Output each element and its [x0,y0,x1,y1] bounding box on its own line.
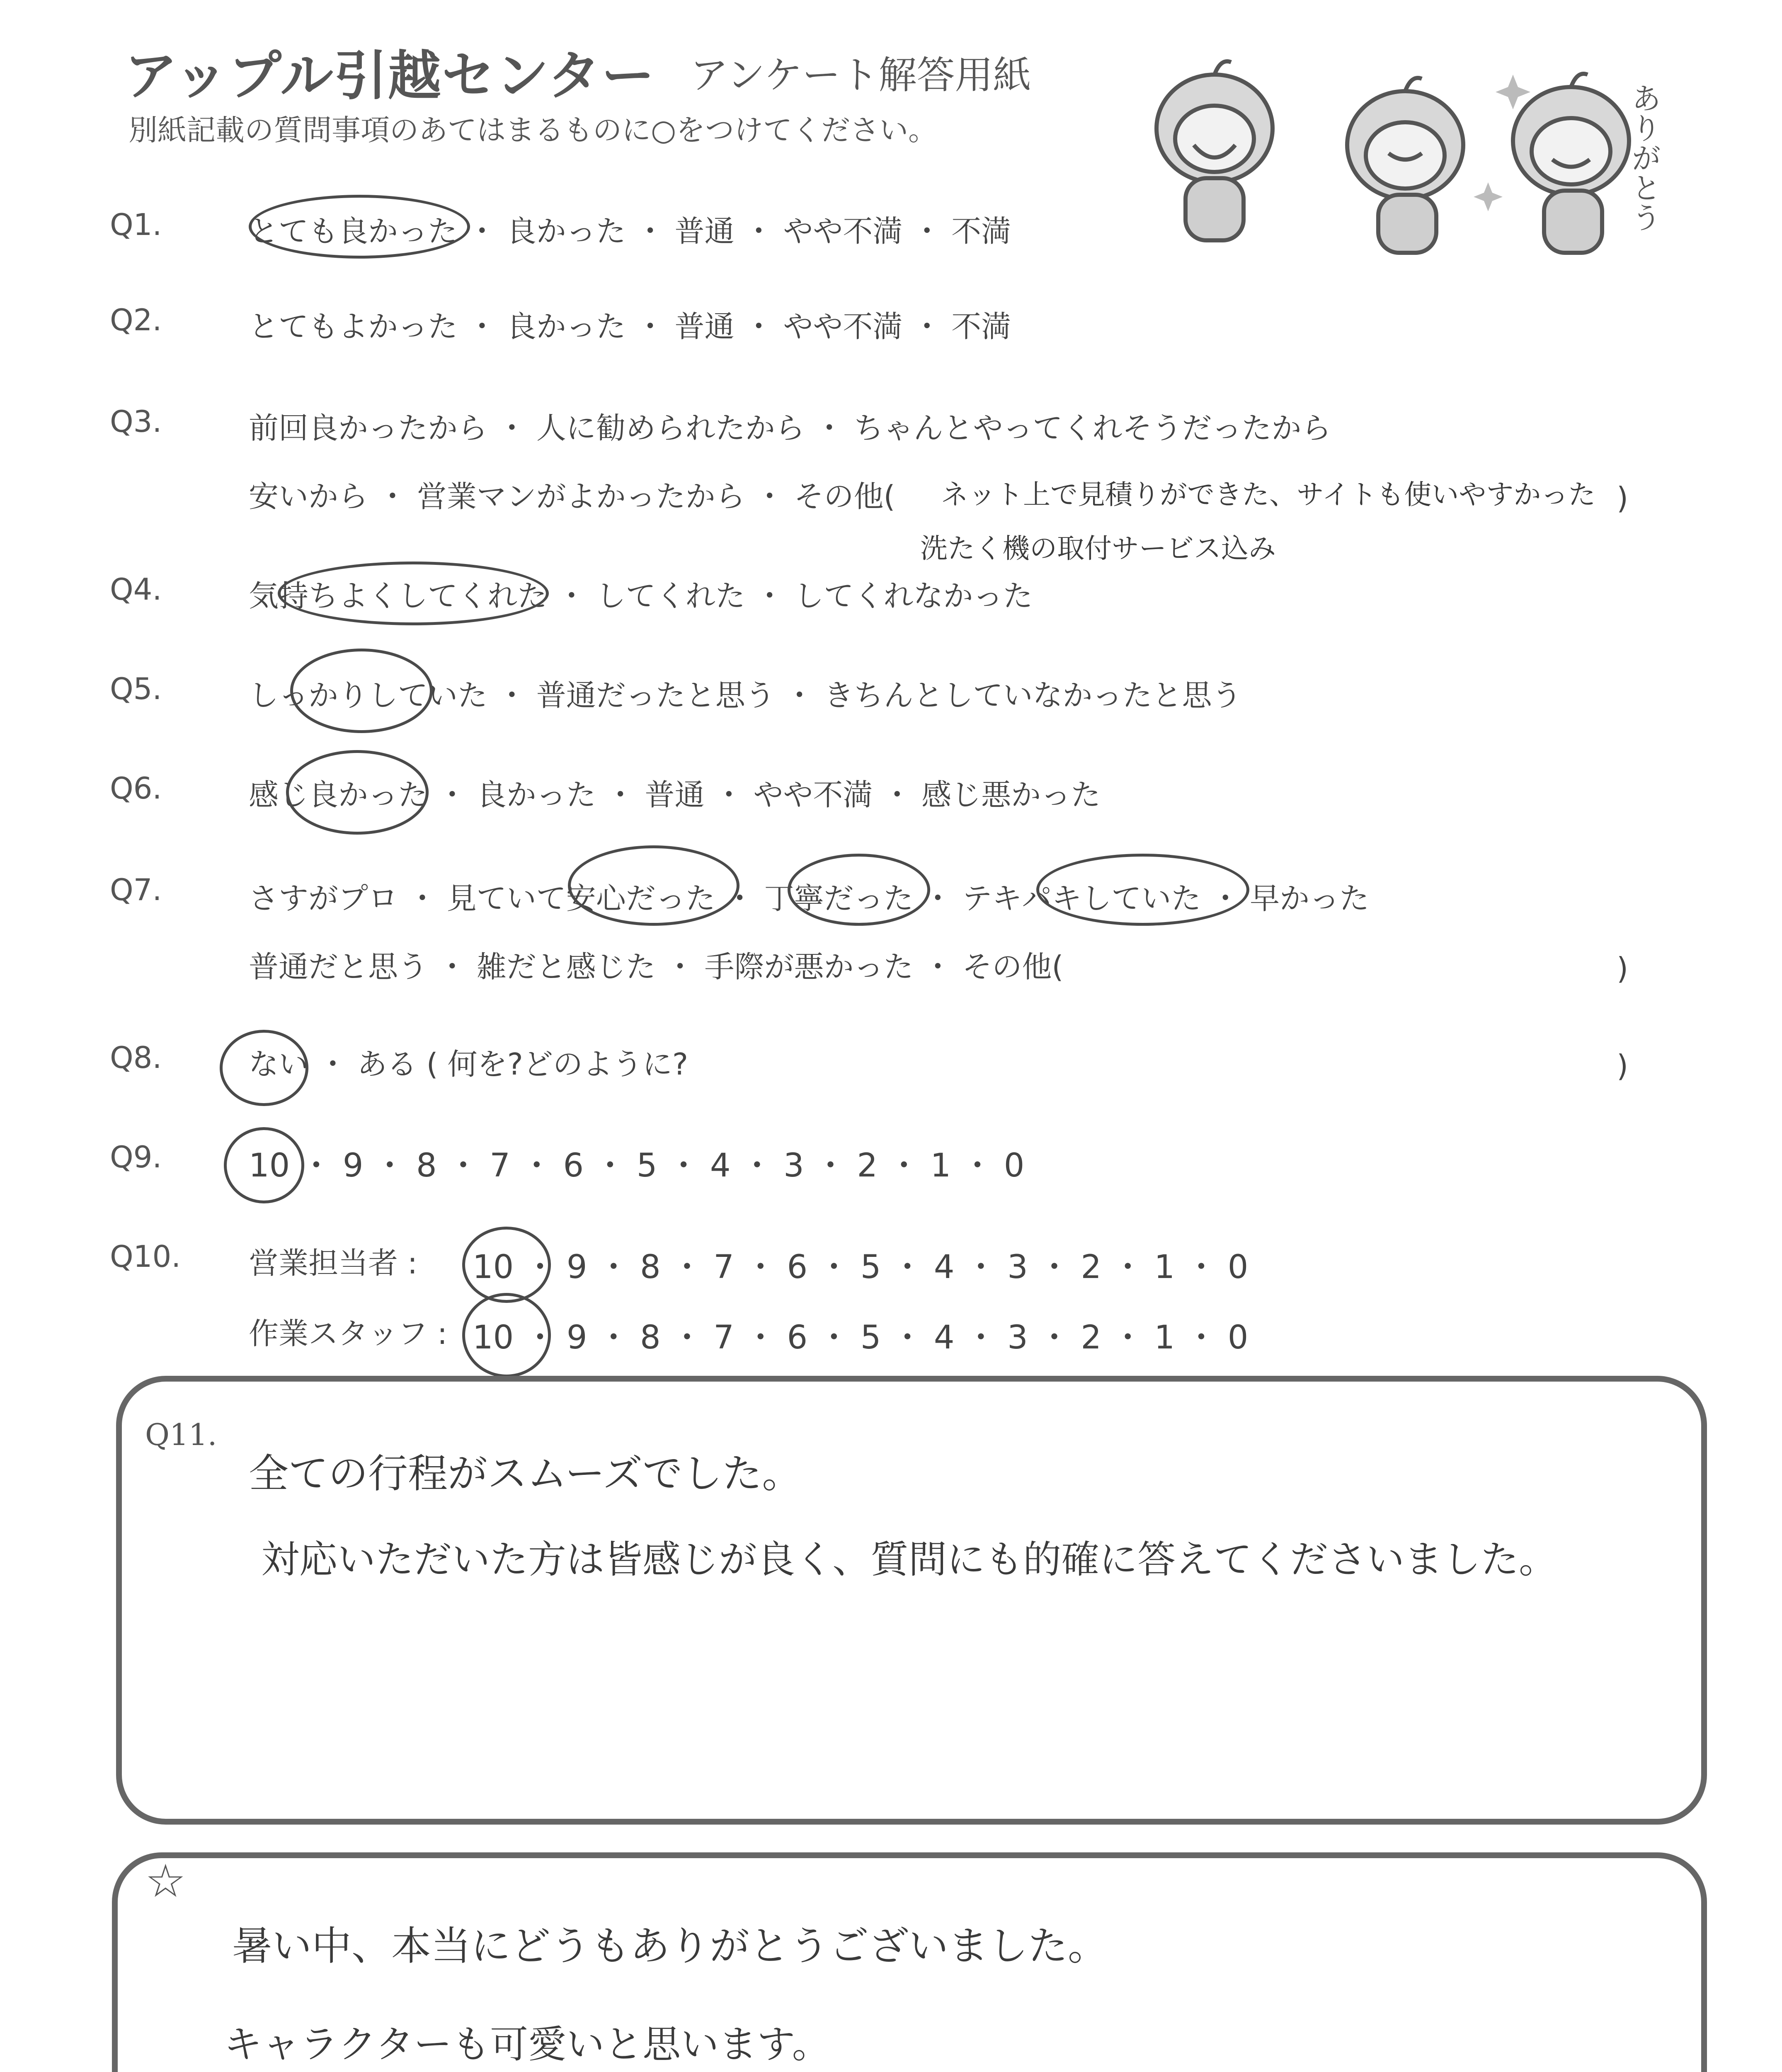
q3-label: Q3. [110,404,162,439]
q7-answer-circle-2 [788,854,930,926]
q1-label: Q1. [110,207,162,242]
q2-label: Q2. [110,303,162,337]
q9-options: 10 ・ 9 ・ 8 ・ 7 ・ 6 ・ 5 ・ 4 ・ 3 ・ 2 ・ 1 ・ 0 [249,1147,1025,1184]
q8-close-paren: ) [1617,1048,1629,1083]
q8-options: ない ・ ある ( 何を?どのように? [249,1047,689,1082]
q11-label: Q11. [145,1417,217,1452]
q3-line1: 前回良かったから ・ 人に勧められたから ・ ちゃんとやってくれそうだったから [249,411,1331,445]
q7-label: Q7. [110,872,162,907]
q5-options: しっかりしていた ・ 普通だったと思う ・ きちんとしていなかったと思う [249,678,1242,713]
form-title: アップル引越センター [124,45,655,107]
q4-answer-circle [278,562,549,625]
q5-answer-circle [290,649,433,733]
q10-label: Q10. [110,1239,181,1274]
q7-answer-circle-3 [1036,854,1249,926]
q7-answer-circle-1 [568,845,739,926]
q7-close-paren: ) [1617,951,1629,986]
q3-close-paren: ) [1617,481,1629,516]
q3-handwritten-2: 洗たく機の取付サービス込み [920,533,1276,564]
q4-label: Q4. [110,572,162,607]
q11-line-1: 全ての行程がスムーズでした。 [249,1450,802,1497]
form-subtitle: アンケート解答用紙 [690,53,1031,97]
q6-options: 感じ良かった ・ 良かった ・ 普通 ・ やや不満 ・ 感じ悪かった [249,777,1101,812]
q2-options: とてもよかった ・ 良かった ・ 普通 ・ やや不満 ・ 不満 [249,309,1011,344]
star-icon: ☆ [145,1854,186,1907]
q10-sales-answer-circle [462,1227,551,1303]
q9-label: Q9. [110,1140,162,1174]
q9-answer-circle [224,1127,304,1203]
q8-answer-circle [220,1030,308,1106]
star-line-2: キャラクターも可愛いと思います。 [224,2022,830,2067]
q11-line-2: 対応いただいた方は皆感じが良く、質問にも的確に答えてくださいました。 [261,1537,1557,1582]
q1-answer-circle [249,195,470,259]
mascot-caption: ありがとう [1627,83,1660,232]
q3-handwritten-1: ネット上で見積りができた、サイトも使いやすかった [941,479,1596,511]
q1-options: とても良かった ・ 良かった ・ 普通 ・ やや不満 ・ 不満 [249,214,1011,249]
q5-label: Q5. [110,671,162,706]
q4-options: 気持ちよくしてくれた ・ してくれた ・ してくれなかった [249,579,1033,613]
q7-line1: さすがプロ ・ 見ていて安心だった ・ 丁寧だった ・ テキパキしていた ・ 早かった [249,881,1370,916]
q10-sales-options: 10 ・ 9 ・ 8 ・ 7 ・ 6 ・ 5 ・ 4 ・ 3 ・ 2 ・ 1 ・ 0 [473,1249,1249,1286]
star-line-1: 暑い中、本当にどうもありがとうございました。 [232,1923,1108,1969]
q10-staff-label: 作業スタッフ : [249,1316,448,1351]
q6-label: Q6. [110,771,162,806]
q10-staff-options: 10 ・ 9 ・ 8 ・ 7 ・ 6 ・ 5 ・ 4 ・ 3 ・ 2 ・ 1 ・ 0 [473,1319,1249,1356]
q3-line2: 安いから ・ 営業マンがよかったから ・ その他( [249,479,895,514]
q7-line2: 普通だと思う ・ 雑だと感じた ・ 手際が悪かった ・ その他( [249,949,1064,984]
q6-answer-circle [286,750,429,835]
q10-sales-label: 営業担当者 : [249,1246,418,1280]
q8-label: Q8. [110,1040,162,1075]
mascot-illustration [1148,50,1700,265]
instruction-text: 別紙記載の質問事項のあてはまるものに○をつけてください。 [128,113,938,147]
q10-staff-answer-circle [462,1293,551,1377]
